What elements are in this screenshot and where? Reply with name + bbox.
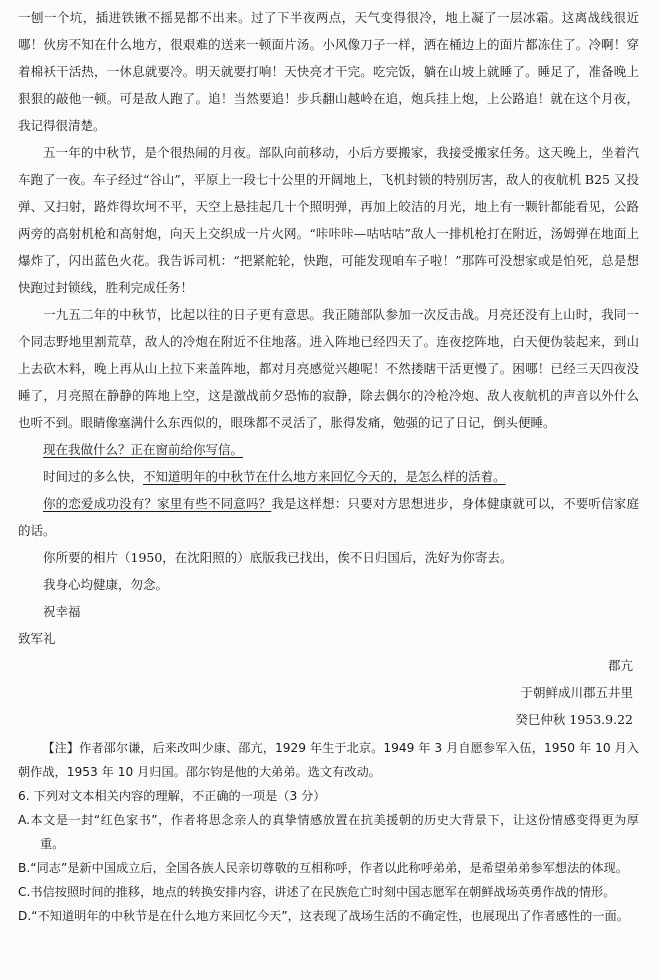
- option-d-text: “不知道明年的中秋节是在什么地方来回忆今天”，这表现了战场生活的不确定性，也展现出了作者感性的一面。: [31, 909, 629, 923]
- paragraph-1951-mid-autumn: 五一年的中秋节，是个很热闹的月夜。部队向前移动，小后方要搬家，我接受搬家任务。这天晚上，坐着汽车跑了一夜。车子经过“谷山”，平原上一段七十公里的开阔地上，飞机封锁的特别厉害，敌人的夜航机 B25 又投弹、又扫射，路炸得坎坷不平，天空上悬挂起几十个照明弹，再加上皎洁的月光，地上有一颗针都能看见，公路两旁的高射机枪和高射炮，向天上交织成一片火网。“咔咔咔—咕咕咕”敌人一排机枪打在附近，汤姆弹在地面上爆炸了，闪出蓝色火花。我告诉司机：“把紧舵轮，快跑，可能发现咱车子啦！”那阵可没想家或是怕死，总是想快跑过封锁线，胜利完成任务！: [18, 145, 639, 295]
- option-c: [18, 880, 639, 904]
- love-advice-text: 我是这样想：只要对方思想进步，身体健康就可以，不要听信家庭的话。: [18, 496, 639, 538]
- paragraph-trench-night: 一刨一个坑，插进铁锹不摇晃都不出来。过了下半夜两点，天气变得很冷，地上凝了一层冰霜。这离战线很近哪！伙房不知在什么地方，很艰难的送来一顿面片汤。小风像刀子一样，洒在桶边上的面片都冻住了。冷啊！穿着棉袄干活热，一休息就要冷。明天就要打响！天快亮才干完。吃完饭，躺在山坡上就睡了。睡足了，准备晚上狠狠的敲他一顿。可是敌人跑了。追！当然要追！步兵翻山越岭在追，炮兵挂上炮，上公路追！就在这个月夜，我记得很清楚。: [18, 10, 639, 133]
- signature-name: 郡亢: [607, 658, 633, 673]
- question-stem: 6. 下列对文本相关内容的理解，不正确的一项是（3 分）: [18, 789, 326, 803]
- author-note: 【注】作者邵尔谦，后来改叫少康、邵亢，1929 年生于北京。1949 年 3 月自愿参军入伍，1950 年 10 月入朝作战，1953 年 10 月归国。邵尔钧是他的大弟弟。选文有改动。: [18, 741, 639, 779]
- line-love-question: [18, 490, 639, 544]
- greeting-wish: 祝幸福: [43, 604, 81, 619]
- signature-place: 于朝鲜成川郡五井里: [520, 685, 633, 700]
- option-a: [18, 808, 639, 856]
- option-b: [18, 856, 639, 880]
- underlined-love-question: 你的恋爱成功没有？家里有些不同意吗？: [43, 496, 272, 511]
- option-a-label: A.: [18, 813, 30, 827]
- option-d: [18, 904, 639, 928]
- time-passes-text: 时间过的多么快，: [43, 469, 144, 484]
- underlined-now-writing: 现在我做什么？正在窗前给你写信。: [43, 442, 244, 457]
- line-photo: 你所要的相片（1950，在沈阳照的）底版我已找出，俟不日归国后，洗好为你寄去。: [43, 550, 513, 565]
- option-a-text: 本文是一封“红色家书”，作者将思念亲人的真挚情感放置在抗美援朝的历史大背景下，让这份情感变得更为厚重。: [30, 813, 639, 851]
- option-b-text: “同志”是新中国成立后，全国各族人民亲切尊敬的互相称呼，作者以此称呼弟弟，是希望弟弟参军想法的体现。: [30, 861, 628, 875]
- line-now-writing: [18, 436, 639, 463]
- option-c-label: C.: [18, 885, 31, 899]
- option-c-text: 书信按照时间的推移，地点的转换安排内容，讲述了在民族危亡时刻中国志愿军在朝鲜战场英勇作战的情形。: [30, 885, 616, 899]
- line-health: 我身心均健康，勿念。: [43, 577, 169, 592]
- underlined-next-year: 不知道明年的中秋节在什么地方来回忆今天的，是怎么样的活着。: [143, 469, 506, 484]
- option-d-label: D.: [18, 909, 32, 923]
- greeting-salute: 致军礼: [18, 631, 56, 646]
- option-b-label: B.: [18, 861, 31, 875]
- paragraph-1952-mid-autumn: 一九五二年的中秋节，比起以往的日子更有意思。我正随部队参加一次反击战。月亮还没有上山时，我同一个同志野地里割荒草，敌人的冷炮在附近不住地落。进入阵地已经四天了。连夜挖阵地，白天便伪装起来，到山上去砍木料，晚上再从山上拉下来盖阵地，都对月亮感觉兴趣呢！不然搂瞎干活更慢了。困哪！已经三天四夜没睡了，月亮照在静静的阵地上空，这是激战前夕恐怖的寂静，除去偶尔的冷枪冷炮、敌人夜航机的声音以外什么也听不到。眼睛像塞满什么东西似的，眼珠都不灵活了，胀得发痛，勉强的记了日记，倒头便睡。: [18, 307, 639, 430]
- line-time-passes: [18, 463, 639, 490]
- signature-date: 癸巳仲秋 1953.9.22: [515, 712, 633, 727]
